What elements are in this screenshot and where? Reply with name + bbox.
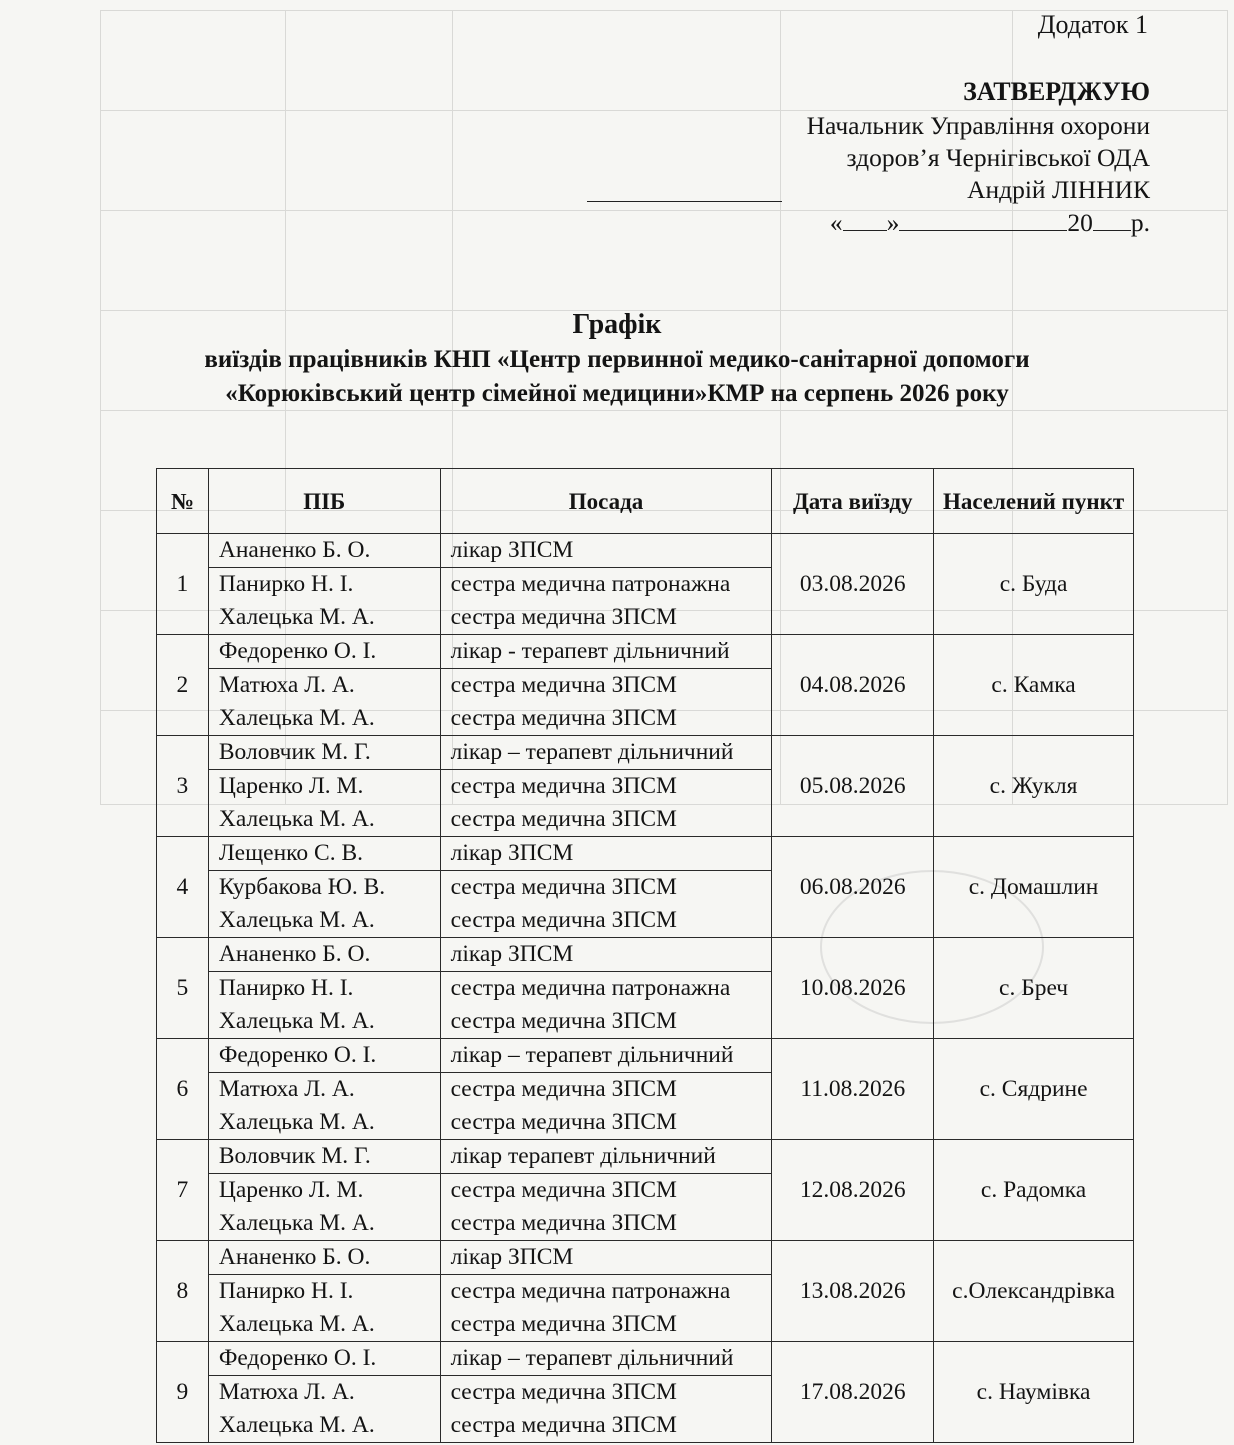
settlement-name: с. Наумівка [934, 1342, 1134, 1443]
staff-name: Ананенко Б. О. [209, 534, 440, 568]
staff-name: Халецька М. А. [218, 1412, 375, 1438]
schedule-table [156, 468, 1134, 1443]
approval-title: ЗАТВЕРДЖУЮ [963, 77, 1150, 106]
settlement-name: с. Буда [934, 534, 1134, 635]
date-close-quote: » [886, 208, 900, 237]
staff-positions-cell [440, 837, 772, 938]
year-suffix: р. [1130, 208, 1150, 237]
staff-positions-cell [440, 635, 772, 736]
staff-name: Ананенко Б. О. [209, 938, 440, 972]
staff-position: сестра медична ЗПСМ [450, 1177, 677, 1203]
staff-name: Воловчик М. Г. [209, 1140, 440, 1174]
staff-name: Матюха Л. А. [218, 672, 355, 698]
staff-position: сестра медична ЗПСМ [450, 874, 677, 900]
staff-name: Федоренко О. І. [209, 1039, 440, 1073]
approval-date-row [807, 206, 1150, 239]
settlement-name: с.Олександрівка [934, 1241, 1134, 1342]
header-date: Дата виїзду [772, 469, 934, 534]
staff-name: Халецька М. А. [218, 1311, 375, 1337]
settlement-name: с. Домашлин [934, 837, 1134, 938]
row-number: 9 [157, 1342, 209, 1443]
approval-block [807, 76, 1150, 239]
staff-position: лікар ЗПСМ [441, 938, 772, 972]
visit-date: 03.08.2026 [772, 534, 934, 635]
staff-name: Панирко Н. І. [218, 571, 354, 597]
year-prefix: 20 [1067, 208, 1093, 237]
staff-name: Федоренко О. І. [209, 635, 440, 669]
appendix-label: Додаток 1 [1037, 10, 1148, 39]
staff-names-cell [208, 938, 440, 1039]
row-number: 8 [157, 1241, 209, 1342]
staff-names-cell [208, 1140, 440, 1241]
staff-name: Халецька М. А. [218, 604, 375, 630]
staff-position: сестра медична ЗПСМ [450, 907, 677, 933]
settlement-name: с. Сядрине [934, 1039, 1134, 1140]
approval-signature-row [807, 174, 1150, 206]
staff-position: лікар ЗПСМ [441, 534, 772, 568]
settlement-name: с. Жукля [934, 736, 1134, 837]
approval-line-position: Начальник Управління охорони [806, 111, 1150, 140]
staff-position: сестра медична ЗПСМ [450, 806, 677, 832]
staff-name: Халецька М. А. [218, 1008, 375, 1034]
document-title [0, 308, 1234, 410]
header-num: № [157, 469, 209, 534]
row-number: 4 [157, 837, 209, 938]
staff-names-cell [208, 1342, 440, 1443]
staff-names-cell [208, 1039, 440, 1140]
month-blank [899, 206, 1067, 231]
staff-positions-cell [440, 1241, 772, 1342]
staff-name: Царенко Л. М. [218, 1177, 364, 1203]
staff-positions-cell [440, 1342, 772, 1443]
staff-name: Царенко Л. М. [218, 773, 364, 799]
table-row [157, 1342, 1134, 1443]
staff-name: Халецька М. А. [218, 1109, 375, 1135]
visit-date: 11.08.2026 [772, 1039, 934, 1140]
table-row [157, 736, 1134, 837]
staff-positions-cell [440, 938, 772, 1039]
staff-position: лікар терапевт дільничний [441, 1140, 772, 1174]
visit-date: 04.08.2026 [772, 635, 934, 736]
staff-name: Халецька М. А. [218, 907, 375, 933]
settlement-name: с. Радомка [934, 1140, 1134, 1241]
table-row [157, 534, 1134, 635]
row-number: 2 [157, 635, 209, 736]
staff-position: лікар – терапевт дільничний [441, 736, 772, 770]
staff-position: лікар – терапевт дільничний [441, 1039, 772, 1073]
staff-names-cell [208, 837, 440, 938]
visit-date: 05.08.2026 [772, 736, 934, 837]
row-number: 1 [157, 534, 209, 635]
staff-name: Панирко Н. І. [218, 1278, 354, 1304]
staff-name: Воловчик М. Г. [209, 736, 440, 770]
staff-name: Халецька М. А. [218, 806, 375, 832]
title-line-2: виїздів працівників КНП «Центр первинної медико-санітарної допомоги [204, 346, 1030, 373]
visit-date: 10.08.2026 [772, 938, 934, 1039]
day-blank [843, 206, 887, 231]
staff-position: лікар - терапевт дільничний [441, 635, 772, 669]
visit-date: 13.08.2026 [772, 1241, 934, 1342]
staff-position: сестра медична ЗПСМ [450, 1210, 677, 1236]
table-row [157, 1039, 1134, 1140]
approval-line-authority: здоров’я Чернігівської ОДА [846, 143, 1150, 172]
staff-position: лікар – терапевт дільничний [441, 1342, 772, 1376]
staff-position: сестра медична ЗПСМ [450, 1311, 677, 1337]
staff-position: сестра медична ЗПСМ [450, 1008, 677, 1034]
visit-date: 12.08.2026 [772, 1140, 934, 1241]
visit-date: 17.08.2026 [772, 1342, 934, 1443]
staff-positions-cell [440, 534, 772, 635]
table-row [157, 1140, 1134, 1241]
approval-name: Андрій ЛІННИК [967, 175, 1150, 204]
signature-line [587, 201, 782, 202]
staff-name: Халецька М. А. [218, 705, 375, 731]
staff-position: сестра медична ЗПСМ [450, 1379, 677, 1405]
staff-position: сестра медична ЗПСМ [450, 1109, 677, 1135]
header-position: Посада [440, 469, 772, 534]
table-header-row [157, 469, 1134, 534]
staff-position: сестра медична ЗПСМ [450, 672, 677, 698]
table-row [157, 635, 1134, 736]
title-line-3: «Корюківський центр сімейної медицини»КМР на серпень 2026 року [225, 380, 1009, 407]
staff-position: сестра медична ЗПСМ [450, 1412, 677, 1438]
staff-name: Лещенко С. В. [209, 837, 440, 871]
staff-position: сестра медична ЗПСМ [450, 773, 677, 799]
staff-position: сестра медична патронажна [450, 975, 731, 1001]
staff-name: Матюха Л. А. [218, 1076, 355, 1102]
staff-position: сестра медична патронажна [450, 1278, 731, 1304]
header-name: ПІБ [208, 469, 440, 534]
row-number: 5 [157, 938, 209, 1039]
visit-date: 06.08.2026 [772, 837, 934, 938]
year-blank [1093, 206, 1131, 231]
staff-names-cell [208, 534, 440, 635]
settlement-name: с. Бреч [934, 938, 1134, 1039]
table-row [157, 837, 1134, 938]
staff-name: Халецька М. А. [218, 1210, 375, 1236]
staff-name: Федоренко О. І. [209, 1342, 440, 1376]
staff-position: сестра медична ЗПСМ [450, 1076, 677, 1102]
row-number: 6 [157, 1039, 209, 1140]
staff-names-cell [208, 736, 440, 837]
date-open-quote: « [829, 208, 843, 237]
staff-name: Панирко Н. І. [218, 975, 354, 1001]
staff-position: сестра медична патронажна [450, 571, 731, 597]
staff-position: лікар ЗПСМ [441, 837, 772, 871]
staff-positions-cell [440, 1039, 772, 1140]
staff-names-cell [208, 635, 440, 736]
header-place: Населений пункт [934, 469, 1134, 534]
staff-position: лікар ЗПСМ [441, 1241, 772, 1275]
staff-positions-cell [440, 736, 772, 837]
table-row [157, 938, 1134, 1039]
title-line-1: Графік [572, 309, 662, 340]
staff-name: Курбакова Ю. В. [218, 874, 386, 900]
staff-name: Ананенко Б. О. [209, 1241, 440, 1275]
row-number: 3 [157, 736, 209, 837]
table-row [157, 1241, 1134, 1342]
settlement-name: с. Камка [934, 635, 1134, 736]
staff-position: сестра медична ЗПСМ [450, 705, 677, 731]
staff-names-cell [208, 1241, 440, 1342]
staff-position: сестра медична ЗПСМ [450, 604, 677, 630]
staff-name: Матюха Л. А. [218, 1379, 355, 1405]
staff-positions-cell [440, 1140, 772, 1241]
row-number: 7 [157, 1140, 209, 1241]
